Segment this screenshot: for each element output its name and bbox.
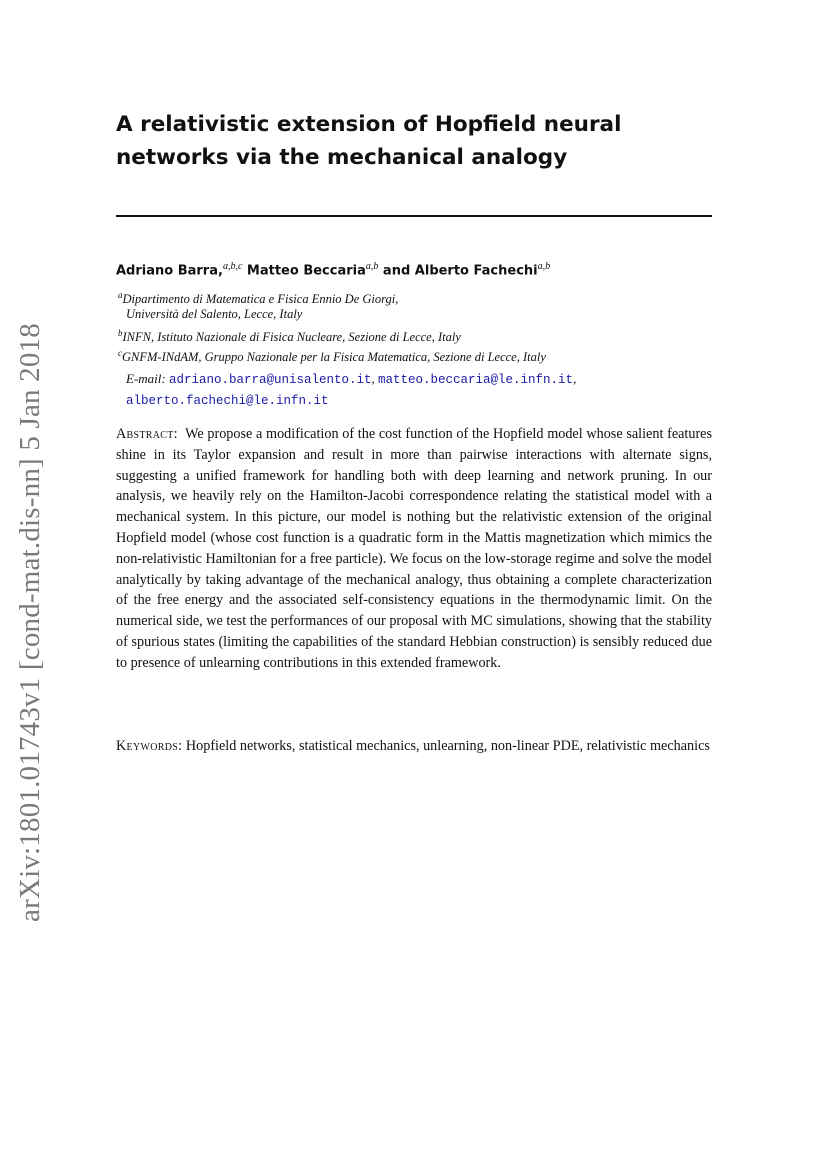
- author-name: Matteo Beccaria: [246, 263, 366, 279]
- author-affil-marker: a,b,c: [222, 261, 243, 272]
- arxiv-identifier: arXiv:1801.01743v1 [cond-mat.dis-nn] 5 Jan 2018: [13, 322, 46, 922]
- affil-line: GNFM-INdAM, Gruppo Nazionale per la Fisica Matematica, Sezione di Lecce, Italy: [122, 350, 546, 365]
- affiliation-a: [118, 290, 398, 307]
- email-link[interactable]: adriano.barra@unisalento.it: [168, 373, 372, 387]
- abstract-text: We propose a modification of the cost function of the Hopfield model whose salient features shine in its Taylor expansion and result in more than pairwise interactions with alternate signs, suggesting a unified framework for handling both with deep learning and network pruning. In our analysis, we heavily rely on the Hamilton-Jacobi correspondence relating the statistical model with a mechanical system. In this picture, our model is nothing but the relativistic extension of the original Hopfield model (whose cost function is a quadratic form in the Mattis magnetization which mimics the non-relativistic Hamiltonian for a free particle). We focus on the low-storage regime and solve the model analytically by taking advantage of the mechanical analogy, thus obtaining a complete characterization of the free energy and the associated self-consistency equations in the thermodynamic limit. On the numerical side, we test the performances of our proposal with MC simulations, showing that the stability of spurious states (limiting the capabilities of the standard Hebbian construction) is sensibly reduced due to presence of unlearning contributions in this extended framework.: [116, 426, 713, 671]
- affil-marker: c: [118, 348, 122, 358]
- affil-line: INFN, Istituto Nazionale di Fisica Nucleare, Sezione di Lecce, Italy: [122, 330, 461, 345]
- email-link[interactable]: alberto.fachechi@le.infn.it: [126, 394, 329, 408]
- author-affil-marker: a,b: [365, 261, 379, 272]
- email-link[interactable]: matteo.beccaria@le.infn.it: [378, 373, 574, 387]
- email-block: E-mail: adriano.barra@unisalento.it, matteo.beccaria@le.infn.it,: [126, 371, 577, 387]
- paper-title: A relativistic extension of Hopfield neural networks via the mechanical analogy: [116, 112, 622, 170]
- author-name: Adriano Barra,: [116, 263, 223, 279]
- affil-line: Dipartimento di Matematica e Fisica Ennio De Giorgi,: [122, 292, 399, 307]
- affil-marker: b: [118, 328, 123, 338]
- affiliation-b: [118, 328, 461, 345]
- affiliation-a-cont: [126, 307, 302, 322]
- author-name: Alberto Fachechi: [414, 263, 538, 279]
- keywords-text: Hopfield networks, statistical mechanics, unlearning, non-linear PDE, relativistic mechanics: [185, 738, 710, 754]
- author-joiner: and: [382, 263, 411, 279]
- arxiv-sidebar-stamp: [6, 322, 54, 922]
- keywords: [116, 736, 712, 757]
- keywords-label: Keywords:: [116, 738, 183, 754]
- author-affil-marker: a,b: [537, 261, 551, 272]
- abstract: [116, 424, 712, 674]
- title-rule: [116, 215, 712, 217]
- author-list: [116, 261, 550, 278]
- email-label: E-mail:: [126, 371, 166, 386]
- affil-line: Università del Salento, Lecce, Italy: [126, 307, 303, 321]
- affiliation-c: [118, 348, 546, 365]
- affil-marker: a: [118, 290, 123, 300]
- email-block-cont: [126, 392, 329, 408]
- abstract-label: Abstract:: [116, 426, 178, 442]
